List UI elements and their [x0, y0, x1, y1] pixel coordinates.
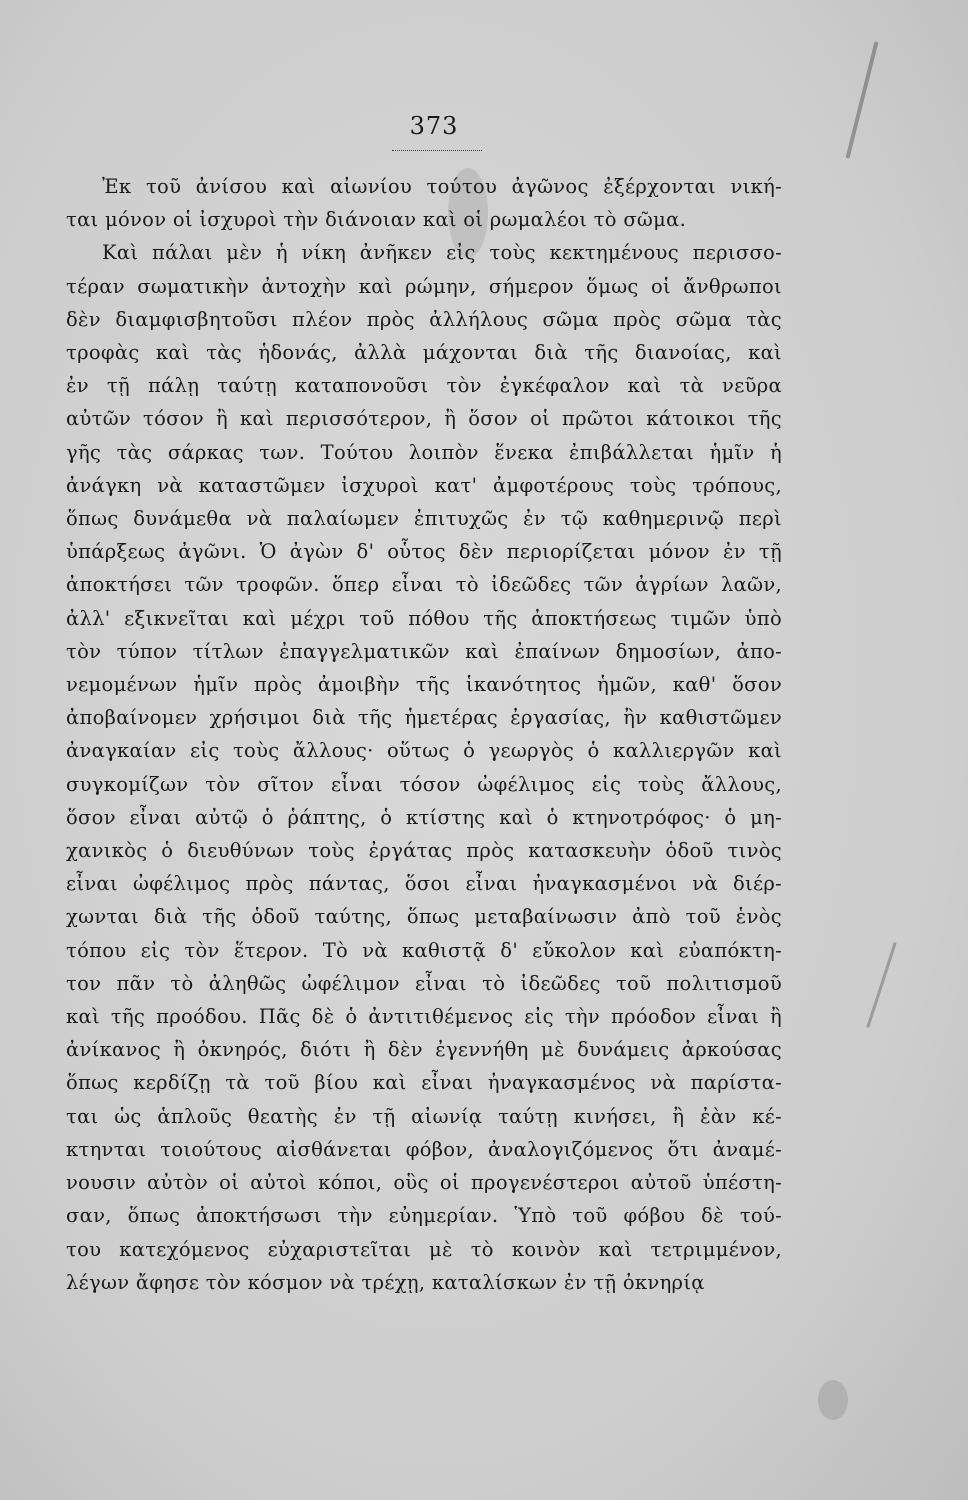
text-line: του κατεχόμενος εὐχαριστεῖται μὲ τὸ κοινὸν καὶ τετριμμένον,	[66, 1237, 782, 1261]
text-line: αὐτῶν τόσον ἢ καὶ περισσότερον, ἢ ὅσον οἱ πρῶτοι κάτοικοι τῆς	[66, 407, 782, 431]
text-line: συγκομίζων τὸν σῖτον εἶναι τόσον ὠφέλιμος εἰς τοὺς ἄλλους,	[66, 772, 782, 796]
text-line: τέραν σωματικὴν ἀντοχὴν καὶ ρώμην, σήμερον ὅμως οἱ ἄνθρωποι	[66, 274, 782, 298]
text-line: τροφὰς καὶ τὰς ἡδονάς, ἀλλὰ μάχονται διὰ τῆς διανοίας, καὶ	[66, 341, 782, 365]
text-line: ἀλλ' εξικνεῖται καὶ μέχρι τοῦ πόθου τῆς ἀποκτήσεως τιμῶν ὑπὸ	[66, 606, 782, 630]
ink-smudge	[818, 1380, 848, 1420]
page-number-rule	[392, 150, 482, 151]
text-line: εἶναι ὠφέλιμος πρὸς πάντας, ὅσοι εἶναι ἠναγκασμένοι νὰ διέρ-	[66, 872, 782, 896]
text-line: νεμομένων ἡμῖν πρὸς ἀμοιβὴν τῆς ἱκανότητος ἡμῶν, καθ' ὅσον	[66, 673, 782, 697]
text-line: νουσιν αὐτὸν οἱ αὐτοὶ κόποι, οὓς οἱ προγενέστεροι αὐτοῦ ὑπέστη-	[66, 1171, 782, 1195]
text-line: ὅπως κερδίζῃ τὰ τοῦ βίου καὶ εἶναι ἠναγκασμένος νὰ παρίστα-	[66, 1071, 782, 1095]
ink-smudge	[866, 942, 897, 1029]
text-line: ται μόνον οἱ ἰσχυροὶ τὴν διάνοιαν καὶ οἱ ρωμαλέοι τὸ σῶμα.	[66, 208, 687, 232]
page-number: 373	[409, 112, 459, 140]
text-line: τον πᾶν τὸ ἀληθῶς ὠφέλιμον εἶναι τὸ ἰδεῶδες τοῦ πολιτισμοῦ	[66, 971, 782, 995]
text-line: ὑπάρξεως ἀγῶνι. Ὁ ἀγὼν δ' οὗτος δὲν περιορίζεται μόνον ἐν τῇ	[66, 540, 782, 564]
ink-smudge	[448, 168, 488, 258]
text-line: καὶ τῆς προόδου. Πᾶς δὲ ὁ ἀντιτιθέμενος εἰς τὴν πρόοδον εἶναι ἢ	[66, 1005, 782, 1029]
text-line: ἀποβαίνομεν χρήσιμοι διὰ τῆς ἡμετέρας ἐργασίας, ἢν καθιστῶμεν	[66, 706, 782, 730]
ink-smudge	[846, 41, 879, 158]
text-line: ἀνάγκη νὰ καταστῶμεν ἰσχυροὶ κατ' ἀμφοτέρους τοὺς τρόπους,	[66, 473, 782, 497]
text-line: Καὶ πάλαι μὲν ἡ νίκη ἀνῆκεν εἰς τοὺς κεκτημένους περισσο-	[102, 241, 782, 265]
text-line: ἀνίκανος ἢ ὀκνηρός, διότι ἢ δὲν ἐγεννήθη μὲ δυνάμεις ἀρκούσας	[66, 1038, 782, 1062]
text-line: δὲν διαμφισβητοῦσι πλέον πρὸς ἀλλήλους σῶμα πρὸς σῶμα τὰς	[66, 307, 782, 331]
text-line: κτηνται τοιούτους αἰσθάνεται φόβον, ἀναλογιζόμενος ὅτι ἀναμέ-	[66, 1137, 782, 1161]
text-line: ται ὡς ἁπλοῦς θεατὴς ἐν τῇ αἰωνίᾳ ταύτῃ κινήσει, ἢ ἐὰν κέ-	[66, 1104, 782, 1128]
text-line: ὅπως δυνάμεθα νὰ παλαίωμεν ἐπιτυχῶς ἐν τῷ καθημερινῷ περὶ	[66, 507, 782, 531]
text-line: ἀποκτήσει τῶν τροφῶν. ὅπερ εἶναι τὸ ἰδεῶδες τῶν ἀγρίων λαῶν,	[66, 573, 782, 597]
text-line: χανικὸς ὁ διευθύνων τοὺς ἐργάτας πρὸς κατασκευὴν ὁδοῦ τινὸς	[66, 839, 782, 863]
text-line: τόπου εἰς τὸν ἕτερον. Τὸ νὰ καθιστᾷ δ' εὔκολον καὶ εὐαπόκτη-	[66, 938, 782, 962]
text-line: ἐν τῇ πάλῃ ταύτῃ καταπονοῦσι τὸν ἐγκέφαλον καὶ τὰ νεῦρα	[66, 374, 782, 398]
text-line: χωνται διὰ τῆς ὁδοῦ ταύτης, ὅπως μεταβαίνωσιν ἀπὸ τοῦ ἑνὸς	[66, 905, 782, 929]
text-line: Ἐκ τοῦ ἀνίσου καὶ αἰωνίου τούτου ἀγῶνος ἐξέρχονται νική-	[102, 175, 782, 198]
text-line: γῆς τὰς σάρκας των. Τούτου λοιπὸν ἕνεκα ἐπιβάλλεται ἡμῖν ἡ	[66, 440, 782, 464]
body-text	[66, 170, 782, 1299]
text-line: ἀναγκαίαν εἰς τοὺς ἄλλους· οὕτως ὁ γεωργὸς ὁ καλλιεργῶν καὶ	[66, 739, 782, 763]
text-line: ὅσον εἶναι αὐτῷ ὁ ῥάπτης, ὁ κτίστης καὶ ὁ κτηνοτρόφος· ὁ μη-	[66, 805, 782, 829]
text-line: σαν, ὅπως ἀποκτήσωσι τὴν εὐημερίαν. Ὑπὸ τοῦ φόβου δὲ τού-	[66, 1204, 782, 1228]
text-line: λέγων ἄφησε τὸν κόσμον νὰ τρέχῃ, καταλίσκων ἐν τῇ ὀκνηρίᾳ	[66, 1270, 705, 1294]
text-line: τὸν τύπον τίτλων ἐπαγγελματικῶν καὶ ἐπαίνων δημοσίων, ἀπο-	[66, 639, 782, 663]
